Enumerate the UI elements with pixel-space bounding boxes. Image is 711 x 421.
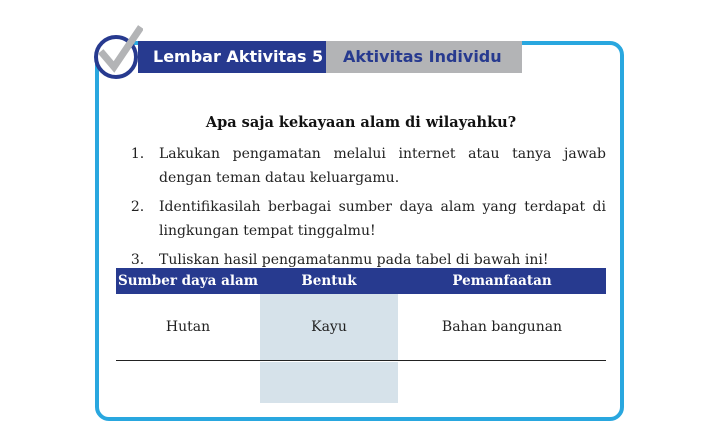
step-text: Identifikasilah berbagai sumber daya alam yang terdapat di lingkungan tempat tinggalmu! <box>159 199 606 239</box>
list-item <box>116 195 606 243</box>
resource-table <box>116 268 606 361</box>
activity-title-tab: Lembar Aktivitas 5 <box>138 41 326 73</box>
check-icon <box>93 24 143 79</box>
step-number: 2. <box>130 199 145 215</box>
list-item <box>116 142 606 190</box>
instruction-list <box>116 142 606 277</box>
table-cell: Bahan bangunan <box>398 294 606 361</box>
table-cell: Kayu <box>260 294 398 361</box>
step-number: 3. <box>130 252 145 268</box>
column-header-use: Pemanfaatan <box>398 268 606 294</box>
activity-type-tab: Aktivitas Individu <box>326 41 522 73</box>
column-header-resource: Sumber daya alam <box>116 268 260 294</box>
table-cell: Hutan <box>116 294 260 361</box>
column-header-form: Bentuk <box>260 268 398 294</box>
step-text: Lakukan pengamatan melalui internet atau tanya jawab dengan teman datau keluargamu. <box>159 146 606 186</box>
table-column-shade <box>260 362 398 403</box>
table-row <box>116 294 606 361</box>
step-number: 1. <box>130 146 145 162</box>
table-header-row <box>116 268 606 294</box>
activity-question: Apa saja kekayaan alam di wilayahku? <box>205 114 517 131</box>
step-text: Tuliskan hasil pengamatanmu pada tabel di bawah ini! <box>159 252 549 268</box>
